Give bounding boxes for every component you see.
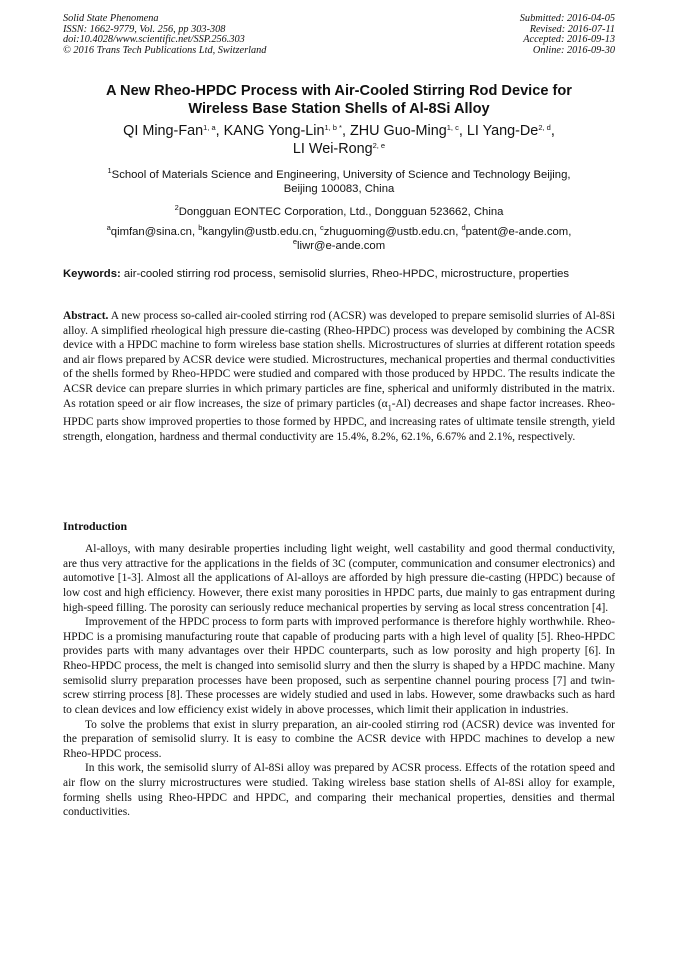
author-name: LI Yang-De (466, 123, 539, 139)
email-link[interactable]: kangylin@ustb.edu.cn (202, 226, 314, 238)
keywords-text: air-cooled stirring rod process, semisolid slurries, Rheo-HPDC, microstructure, properties (120, 268, 570, 280)
author-sup: 1, b * (324, 123, 342, 132)
email-link[interactable]: zhuguoming@ustb.edu.cn (323, 226, 456, 238)
title-line-1: A New Rheo-HPDC Process with Air-Cooled Stirring Rod Device for (106, 83, 572, 99)
paragraph: Improvement of the HPDC process to form parts with improved performance is therefore highly worthwhile. Rheo-HPDC is a promising manufacturing route that capable of producing parts with a high level of quality [5]. Rheo-HPDC provides parts with many advantages over their HPDC counterparts, such as low porosity and high property [6]. In Rheo-HPDC process, the melt is changed into semisolid slurry and then the slurry is shaped by a HPDC machine. Many semisolid slurry preparation processes have been proposed, such as serpentine channel pouring process [7] and twin-screw stirring process [8]. These processes are widely studied and used in labs. However, some drawbacks such as hard to clean devices and low efficiency exist widely in above processes, which limit their application in industries. (63, 616, 615, 716)
affiliation-text: Dongguan EONTEC Corporation, Ltd., Dongguan 523662, China (178, 206, 504, 218)
author-name: ZHU Guo-Ming (349, 123, 447, 139)
revised-date: Revised: 2016-07-11 (529, 23, 615, 35)
journal-name: Solid State Phenomena (63, 13, 159, 24)
journal-header-left (63, 14, 266, 56)
author-sup: 2, e (372, 140, 386, 150)
issn-line: ISSN: 1662-9779, Vol. 256, pp 303-308 (63, 23, 226, 35)
abstract-label: Abstract. (63, 310, 109, 322)
author-line-1: QI Ming-Fan$^{1, a}$, KANG Yong-Lin$^{1, b *}$, ZHU Guo-Ming$^{1, c}$, LI Yang-De$^{2, d}$, (123, 123, 555, 139)
paragraph: In this work, the semisolid slurry of Al-8Si alloy was prepared by ACSR process. Effects of the rotation speed and air flow on the slurry microstructures were studied. Taking wireless base station shells of Al-8Si alloy for example, forming shells using Rheo-HPDC and HPDC, and comparing their mechanical properties, densities and thermal conductivities. (63, 762, 615, 819)
affiliation-1-line-1 (60, 168, 618, 182)
journal-header-right (520, 14, 615, 56)
affiliation-text: School of Materials Science and Engineering, University of Science and Technology Beijing, (111, 169, 571, 181)
introduction-body (63, 542, 615, 820)
paper-title (60, 82, 618, 118)
accepted-date: Accepted: 2016-09-13 (523, 34, 615, 46)
email-sup: e (292, 237, 298, 247)
abstract-text-cont: -Al) decreases and shape factor increases. Rheo-HPDC parts show improved properties to those formed by HPDC, and increasing rates of ultimate tensile strength, yield strength, elongation, hardness and thermal conductivity are 15.4%, 8.2%, 62.1%, 6.67% and 2.1%, respectively. (63, 397, 615, 444)
affiliation-1 (60, 168, 618, 197)
author-sup: 1, c (446, 123, 459, 132)
paragraph: To solve the problems that exist in slurry preparation, an air-cooled stirring rod (ACSR) device was invented for the preparation of semisolid slurry. It is easy to combine the ACSR device with HPDC machines to develop a new Rheo-HPDC process. (63, 718, 615, 760)
author-emails (60, 225, 618, 254)
author-sup: 1, a (203, 123, 216, 132)
abstract-text: A new process so-called air-cooled stirring rod (ACSR) was developed to prepare semisolid slurries of Al-8Si alloy. A simplified rheological high pressure die-casting (Rheo-HPDC) process was developed by combining the ACSR device with a HPDC machine to form wireless base station shells. Microstructures of slurries at different rotation speeds and air flows prepared by ACSR device were studied. Microstructures, mechanical properties and thermal conductivities of the shells formed by Rheo-HPDC were studied and compared with those produced by HPDC. The results indicate the ACSR device can prepare slurries in which primary particles are fine, spherical and uniformly distributed in the matrix. As rotation speed or air flow increases, the size of primary particles (α (63, 310, 615, 410)
email-link[interactable]: patent@e-ande.com (465, 226, 569, 238)
affiliation-1-line-2: Beijing 100083, China (283, 183, 395, 196)
email-link[interactable]: qimfan@sina.cn (110, 226, 192, 238)
affiliation-sup: 2 (174, 203, 179, 212)
affiliation-2 (60, 205, 618, 219)
submitted-date: Submitted: 2016-04-05 (519, 13, 615, 24)
email-line-1: $^a$qimfan@sina.cn, $^b$kangylin@ustb.edu.cn, $^c$zhuguoming@ustb.edu.cn, $^d$patent@e-ande.com, (106, 223, 572, 238)
paragraph: Al-alloys, with many desirable properties including light weight, well castability and good thermal conductivity, are thus very attractive for the applications in the fields of 3C (computer, communication and consumer electronics) and automotive [1-3]. Almost all the applications of Al-alloys are afforded by high pressure die-casting (HPDC) because of low cost and high efficiency. However, there exist many porosities in HPDC parts, due mainly to gas entrapment during high-speed filling. The porosity can seriously reduce mechanical properties by serving as local stress concentration [4]. (63, 543, 615, 614)
online-date: Online: 2016-09-30 (532, 44, 615, 56)
abstract-subscript: 1 (387, 402, 392, 412)
author-name: QI Ming-Fan (123, 123, 204, 139)
keywords (63, 267, 615, 282)
keywords-label: Keywords: (63, 268, 121, 280)
email-line-2 (60, 239, 618, 253)
email-sup: c (320, 223, 324, 232)
email-sup: d (461, 223, 466, 232)
email-sup: b (198, 223, 203, 232)
author-list (60, 123, 618, 158)
title-line-2: Wireless Base Station Shells of Al-8Si Alloy (188, 101, 490, 117)
author-name: LI Wei-Rong (292, 140, 373, 157)
copyright-line: © 2016 Trans Tech Publications Ltd, Switzerland (63, 44, 267, 56)
author-sup: 2, d (538, 123, 551, 132)
abstract (63, 309, 615, 445)
author-name: KANG Yong-Lin (223, 123, 325, 139)
author-line-2 (60, 141, 618, 159)
affiliation-sup: 1 (107, 166, 112, 175)
email-link[interactable]: liwr@e-ande.com (297, 240, 386, 253)
email-sup: a (106, 223, 111, 232)
doi-link[interactable]: doi:10.4028/www.scientific.net/SSP.256.303 (63, 34, 245, 46)
section-heading-introduction: Introduction (63, 519, 128, 533)
